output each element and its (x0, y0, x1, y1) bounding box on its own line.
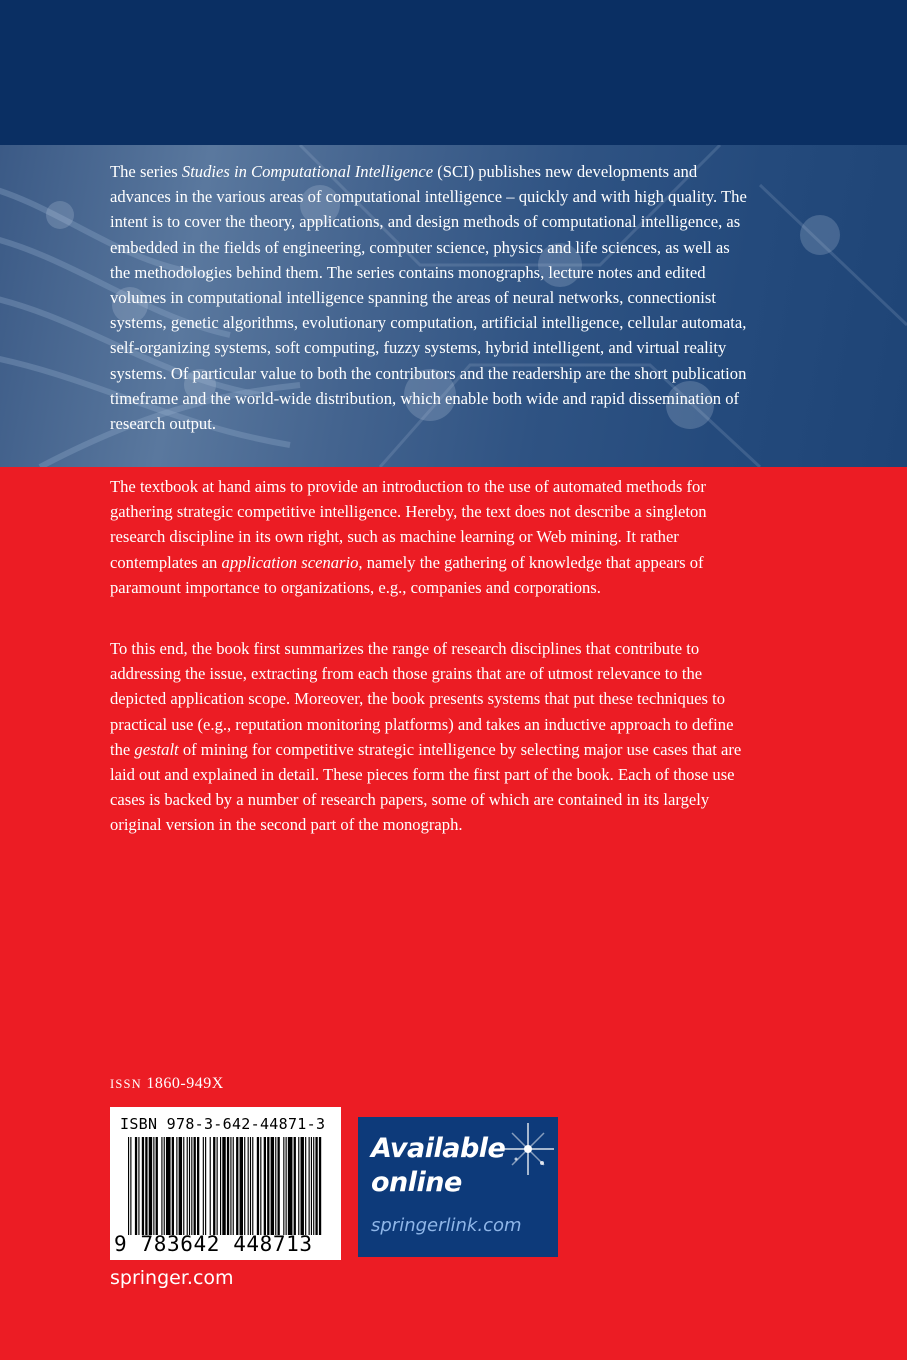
series-name: Studies in Computational Intelligence (181, 162, 434, 181)
barcode-bar (313, 1137, 314, 1235)
barcode-bar (172, 1137, 174, 1235)
issn-line (110, 1075, 224, 1093)
barcode-bar (233, 1137, 234, 1235)
issn-label: ISSN (110, 1077, 142, 1091)
barcode-bar (135, 1137, 137, 1235)
barcode-bar (210, 1137, 211, 1235)
barcode-bar (161, 1137, 162, 1235)
abstract-2-text-b: of mining for competitive strategic intelligence by selecting major use cases that are laid out and explained in detail. These pieces form the first part of the book. Each of those use cases is backed by a number of research papers, some of which are contained in its largely original version in the second part of the monograph. (110, 739, 742, 835)
barcode-bar (213, 1137, 215, 1235)
barcode-bar (149, 1137, 152, 1235)
barcode-bar (260, 1137, 261, 1235)
barcode-bar (305, 1137, 306, 1235)
barcode-bar (227, 1137, 229, 1235)
barcode-digits: 9 783642 448713 (114, 1232, 313, 1256)
barcode-bar (252, 1137, 253, 1235)
barcode-bar (298, 1137, 299, 1235)
isbn-label: ISBN 978-3-642-44871-3 (120, 1115, 326, 1133)
abstract-2-text-a: To this end, the book first summarizes the range of research disciplines that contribute to addressing the issue, extracting from each those grains that are of utmost relevance to the depicted application scope. Moreover, the book presents systems that put these techniques to practical use (e.g., reputation monitoring platforms) and takes an inductive approach to define the (110, 639, 734, 759)
barcode-bar (244, 1137, 245, 1235)
barcode-bar (230, 1137, 231, 1235)
springerlink-link[interactable]: springerlink.com (371, 1215, 522, 1236)
abstract-2-emphasis: gestalt (134, 739, 179, 759)
barcode-bar (164, 1137, 165, 1235)
series-desc-text-1: The series (110, 162, 182, 181)
barcode-bar (301, 1137, 304, 1235)
isbn-barcode (110, 1107, 341, 1260)
abstract-1-text-b: , namely the gathering of knowledge that appears of paramount importance to organizations, e.g., companies and corporations. (110, 552, 704, 597)
barcode-bars (128, 1137, 324, 1235)
barcode-bar (138, 1137, 139, 1235)
series-description-paragraph (110, 159, 750, 436)
barcode-bar (217, 1137, 218, 1235)
barcode-bar (288, 1137, 293, 1235)
barcode-bar (197, 1137, 199, 1235)
barcode-bar (271, 1137, 274, 1235)
barcode-bar (286, 1137, 287, 1235)
badge-line-available: Available (371, 1133, 506, 1164)
barcode-bar (250, 1137, 251, 1235)
sparkle-icon (498, 1119, 558, 1179)
barcode-bar (145, 1137, 147, 1235)
abstract-paragraph-2 (110, 636, 750, 838)
barcode-bar (311, 1137, 312, 1235)
barcode-bar (257, 1137, 259, 1235)
issn-number: 1860-949X (141, 1075, 224, 1092)
barcode-bar (205, 1137, 206, 1235)
barcode-bar (319, 1137, 321, 1235)
barcode-bar (179, 1137, 182, 1235)
available-online-badge[interactable] (358, 1117, 558, 1257)
abstract-1-text-a: The textbook at hand aims to provide an introduction to the use of automated methods for gathering strategic competitive intelligence. Hereby, the text does not describe a singleton research discipline in its own right, such as machine learning or Web mining. It rather contemplates an (110, 477, 707, 572)
barcode-bar (142, 1137, 144, 1235)
abstract-1-emphasis: application scenario (221, 552, 359, 572)
publisher-link[interactable]: springer.com (110, 1267, 234, 1289)
barcode-bar (220, 1137, 221, 1235)
barcode-bar (187, 1137, 188, 1235)
barcode-bar (166, 1137, 171, 1235)
barcode-bar (128, 1137, 129, 1235)
barcode-bar (278, 1137, 280, 1235)
barcode-bar (264, 1137, 266, 1235)
barcode-bar (267, 1137, 269, 1235)
badge-line-online: online (371, 1167, 462, 1198)
barcode-bar (153, 1137, 154, 1235)
barcode-bar (156, 1137, 158, 1235)
top-dark-band (0, 0, 907, 145)
barcode-bar (248, 1137, 249, 1235)
barcode-bar (236, 1137, 238, 1235)
barcode-bar (130, 1137, 131, 1235)
barcode-bar (283, 1137, 284, 1235)
barcode-bar (203, 1137, 204, 1235)
barcode-bar (222, 1137, 225, 1235)
barcode-bar (275, 1137, 276, 1235)
barcode-bar (309, 1137, 310, 1235)
series-description (110, 159, 750, 436)
barcode-bar (194, 1137, 196, 1235)
abstract-paragraph-1 (110, 474, 750, 600)
barcode-bar (189, 1137, 190, 1235)
series-desc-text-2: (SCI) publishes new developments and advances in the various areas of computational intelligence – quickly and with high quality. The intent is to cover the theory, applications, and design methods of computational intelligence, as embedded in the fields of engineering, computer science, physics and life sciences, as well as the methodologies behind them. The series contains monographs, lecture notes and edited volumes in computational intelligence spanning the areas of neural networks, connectionist systems, genetic algorithms, evolutionary computation, artificial intelligence, cellular automata, self-organizing systems, soft computing, fuzzy systems, hybrid intelligent, and virtual reality systems. Of particular value to both the contributors and the readership are the short publication timeframe and the world-wide distribution, which enable both wide and rapid dissemination of research output. (110, 162, 747, 434)
barcode-bar (240, 1137, 243, 1235)
barcode-bar (294, 1137, 296, 1235)
barcode-bar (191, 1137, 192, 1235)
barcode-bar (315, 1137, 317, 1235)
barcode-bar (183, 1137, 184, 1235)
barcode-bar (176, 1137, 177, 1235)
